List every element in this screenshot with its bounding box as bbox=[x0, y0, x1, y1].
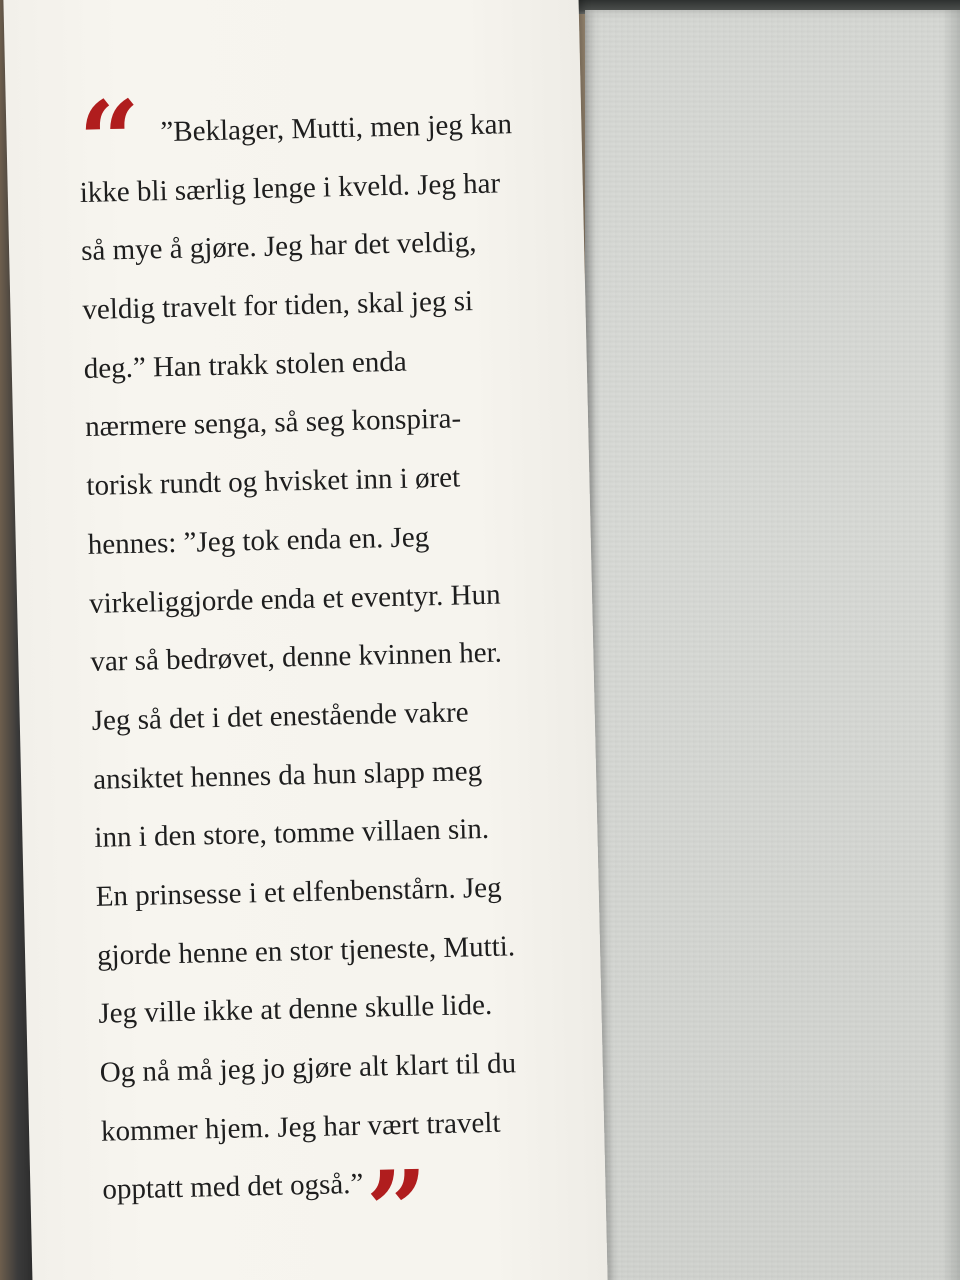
quote-line: gjorde henne en stor tjeneste, Mutti. bbox=[96, 929, 516, 972]
closing-quote-mark: ” bbox=[364, 1147, 420, 1275]
quote-line: En prinsesse i et elfenbenstårn. Jeg bbox=[95, 871, 502, 913]
quote-line: inn i den store, tomme villaen sin. bbox=[94, 813, 490, 855]
quote-line: hennes: ”Jeg tok enda en. Jeg bbox=[87, 520, 430, 561]
quote-line: ansiktet hennes da hun slapp meg bbox=[92, 754, 483, 796]
quote-line: ”Beklager, Mutti, men jeg kan bbox=[160, 108, 513, 149]
quote-line: deg.” Han trakk stolen enda bbox=[83, 345, 407, 385]
dust-jacket-flap bbox=[3, 0, 608, 1280]
quote-line: Og nå må jeg jo gjøre alt klart til du bbox=[99, 1047, 517, 1089]
quote-line: opptatt med det også.” bbox=[102, 1168, 364, 1207]
quote-text-block bbox=[78, 94, 573, 1219]
endpaper-edge-shadow bbox=[942, 10, 960, 1280]
quote-line: kommer hjem. Jeg har vært travelt bbox=[100, 1106, 501, 1148]
quote-line: så mye å gjøre. Jeg har det veldig, bbox=[80, 226, 477, 268]
quote-line: Jeg så det i det enestående vakre bbox=[91, 696, 469, 737]
quote-line: ikke bli særlig lenge i kveld. Jeg har bbox=[79, 167, 501, 209]
quote-line: Jeg ville ikke at denne skulle lide. bbox=[98, 989, 493, 1031]
opening-quote-mark: “ bbox=[77, 77, 133, 206]
quote-line: nærmere senga, så seg konspira- bbox=[84, 402, 462, 444]
quote-line: var så bedrøvet, denne kvinnen her. bbox=[90, 636, 503, 679]
textured-endpaper bbox=[585, 10, 960, 1280]
quote-line: virkeliggjorde enda et eventyr. Hun bbox=[88, 578, 501, 620]
quote-line: veldig travelt for tiden, skal jeg si bbox=[82, 285, 474, 327]
quote-line: torisk rundt og hvisket inn i øret bbox=[86, 461, 461, 503]
